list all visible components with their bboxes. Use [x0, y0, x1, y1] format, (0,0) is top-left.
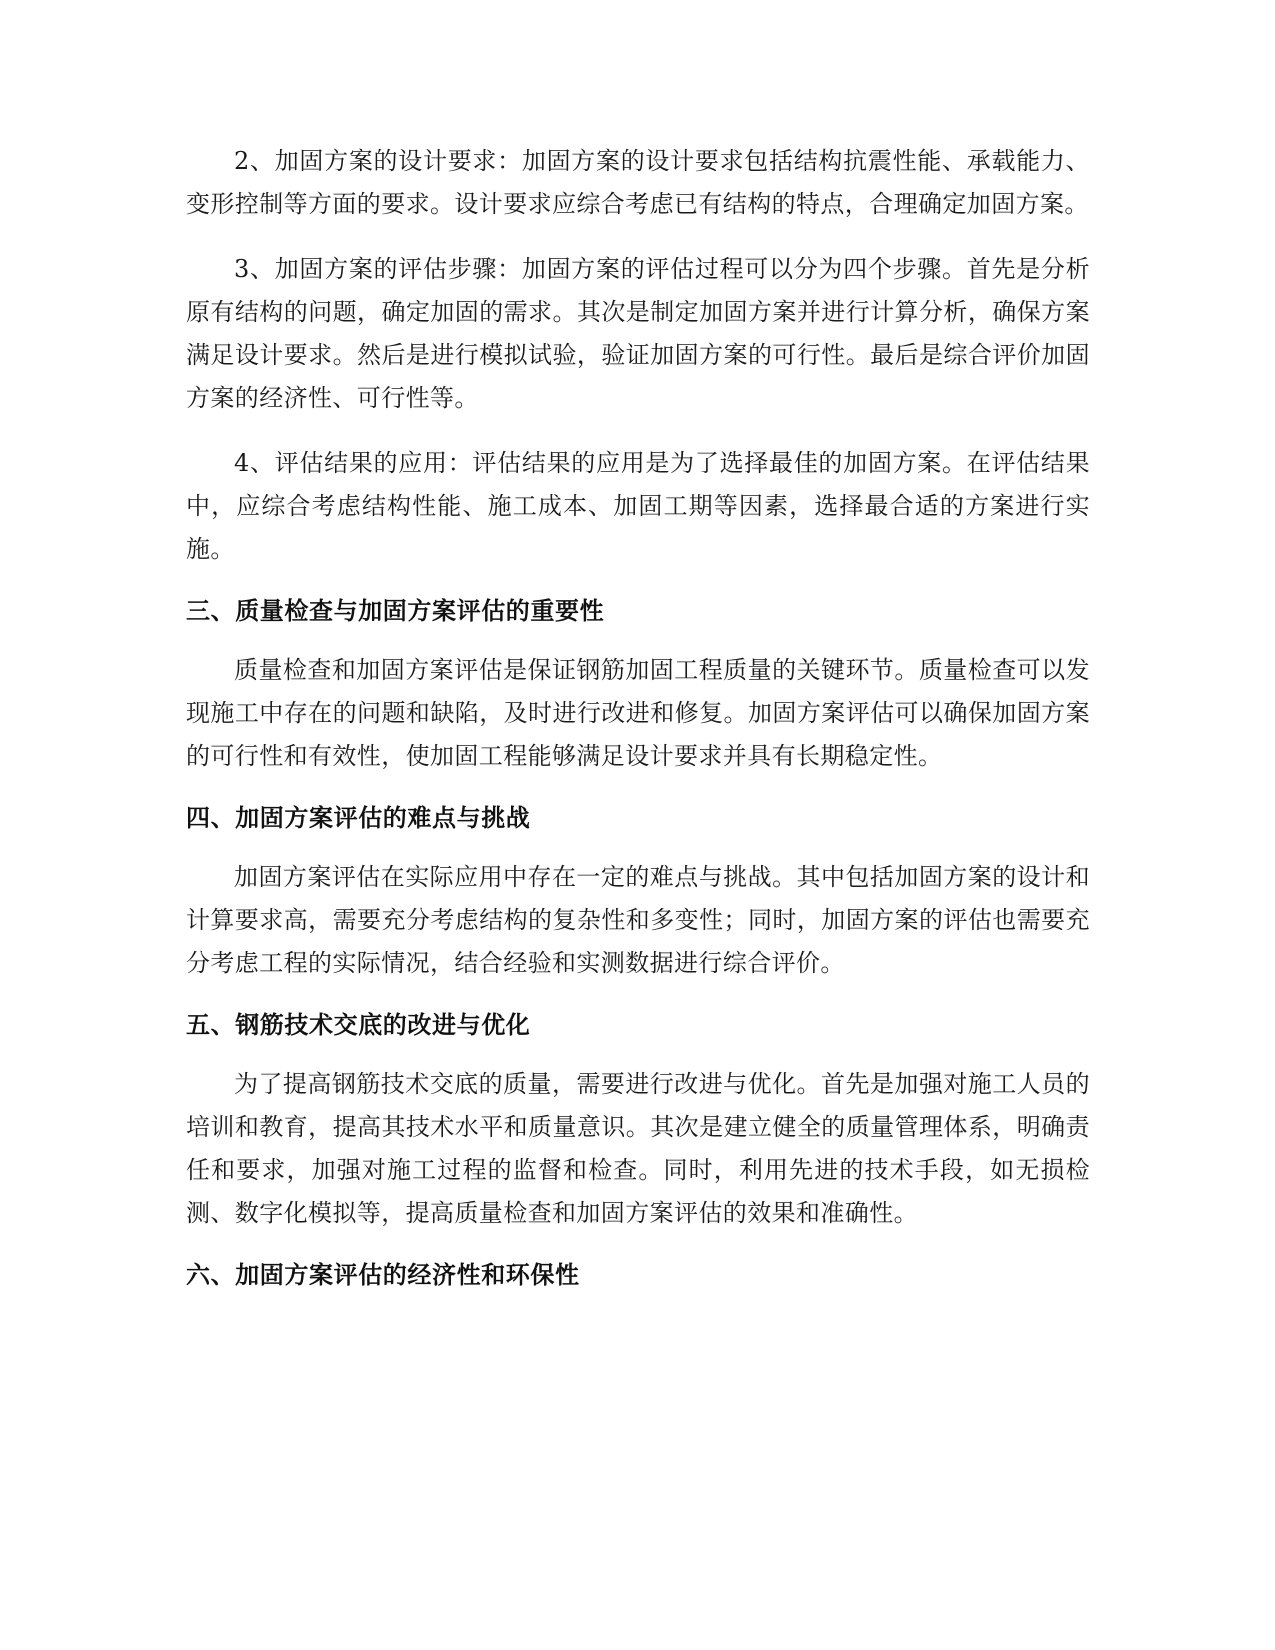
section-heading-challenges: 四、加固方案评估的难点与挑战 — [186, 804, 531, 832]
paragraph-importance: 质量检查和加固方案评估是保证钢筋加固工程质量的关键环节。质量检查可以发现施工中存在的问题和缺陷，及时进行改进和修复。加固方案评估可以确保加固方案的可行性和有效性，使加固工程能够满足设计要求并具有长期稳定性。 — [186, 656, 1090, 770]
paragraph-evaluation-steps: 3、加固方案的评估步骤：加固方案的评估过程可以分为四个步骤。首先是分析原有结构的问题，确定加固的需求。其次是制定加固方案并进行计算分析，确保方案满足设计要求。然后是进行模拟试验，验证加固方案的可行性。最后是综合评价加固方案的经济性、可行性等。 — [186, 255, 1090, 412]
section-heading-importance: 三、质量检查与加固方案评估的重要性 — [186, 597, 605, 625]
paragraph-challenges: 加固方案评估在实际应用中存在一定的难点与挑战。其中包括加固方案的设计和计算要求高，需要充分考虑结构的复杂性和多变性；同时，加固方案的评估也需要充分考虑工程的实际情况，结合经验和实测数据进行综合评价。 — [186, 863, 1090, 977]
paragraph-result-application: 4、评估结果的应用：评估结果的应用是为了选择最佳的加固方案。在评估结果中，应综合考虑结构性能、施工成本、加固工期等因素，选择最合适的方案进行实施。 — [186, 449, 1090, 563]
paragraph-design-requirements: 2、加固方案的设计要求：加固方案的设计要求包括结构抗震性能、承载能力、变形控制等方面的要求。设计要求应综合考虑已有结构的特点，合理确定加固方案。 — [186, 147, 1090, 218]
section-heading-improvement: 五、钢筋技术交底的改进与优化 — [186, 1011, 531, 1039]
document-body — [186, 140, 1090, 1313]
section-heading-economy-environment: 六、加固方案评估的经济性和环保性 — [186, 1261, 580, 1289]
paragraph-improvement: 为了提高钢筋技术交底的质量，需要进行改进与优化。首先是加强对施工人员的培训和教育，提高其技术水平和质量意识。其次是建立健全的质量管理体系，明确责任和要求，加强对施工过程的监督和检查。同时，利用先进的技术手段，如无损检测、数字化模拟等，提高质量检查和加固方案评估的效果和准确性。 — [186, 1070, 1090, 1227]
